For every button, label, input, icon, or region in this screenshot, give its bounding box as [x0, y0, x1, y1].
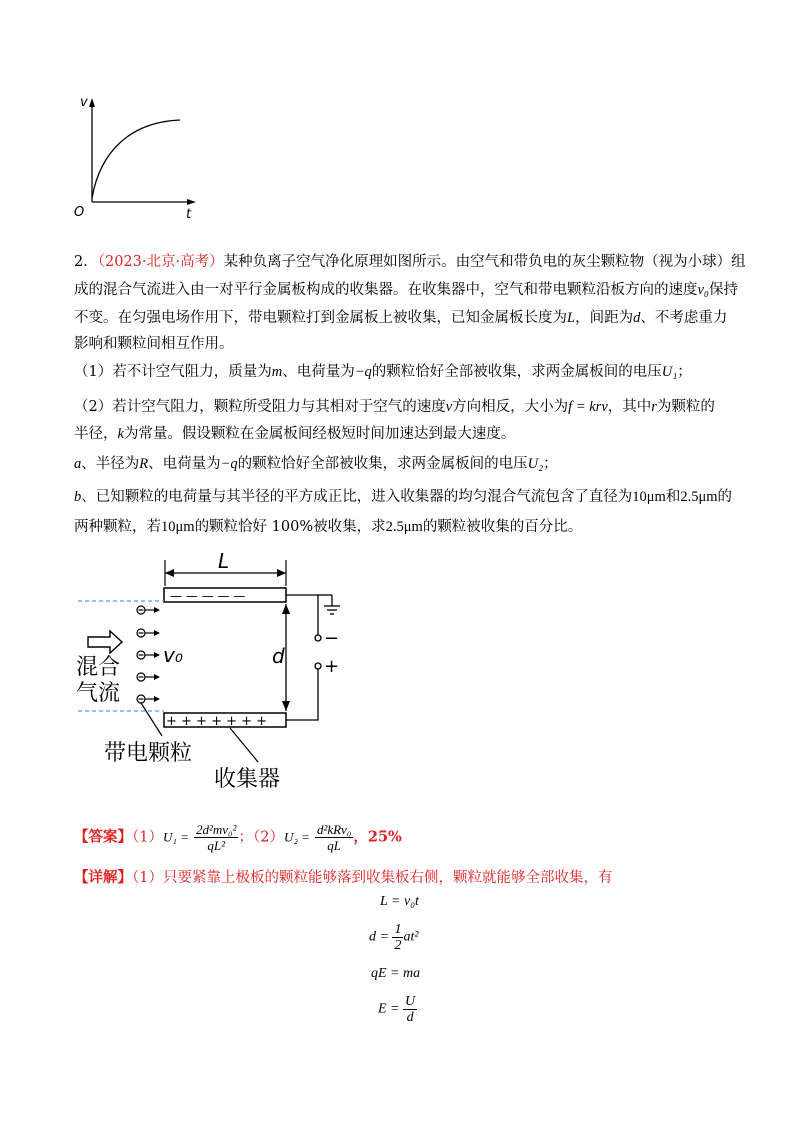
equation-4 [378, 994, 417, 1025]
value-2-5um: 2.5μm [385, 519, 423, 535]
terminal-plus [315, 663, 321, 669]
question-2b-line-1 [74, 487, 732, 507]
symbol-k: k [117, 426, 124, 442]
equation-2-denominator: 2 [394, 938, 402, 953]
answer-u1-numerator: 2d²mv₀² [195, 822, 237, 837]
problem-line-4 [74, 334, 234, 354]
equation-2-numerator: 1 [394, 922, 402, 937]
particle-leader-line [141, 703, 162, 736]
question-text: 两种颗粒，若 [74, 519, 161, 535]
equation-2-rhs: at² [403, 929, 419, 945]
problem-text: 某种负离子空气净化原理如图所示。由空气和带负电的灰尘颗粒物（视为小球）组 [223, 254, 746, 270]
gap-arrow-down [282, 701, 290, 711]
question-text: 方向相反，大小为 [452, 399, 569, 415]
question-2b-line-2 [74, 517, 582, 537]
velocity-time-graph [70, 92, 210, 222]
answer-u2-lhs: U₂ = [283, 829, 310, 845]
symbol-v0: v₀ [697, 282, 709, 298]
t-axis-arrow [187, 199, 196, 205]
formula-f: f = krv [568, 399, 608, 415]
length-label: L [218, 549, 230, 573]
collector-label: 收集器 [214, 767, 281, 792]
mixed-flow-label-2: 气流 [76, 681, 121, 706]
terminal-plus-sign: + [324, 656, 340, 677]
sub-label-a: a [74, 456, 82, 472]
question-text: 、电荷量为 [282, 364, 355, 380]
symbol-U1: U₁ [661, 364, 678, 380]
question-text: 为颗粒的 [656, 399, 715, 415]
t-axis-label: t [186, 207, 192, 222]
question-text: ； [543, 456, 558, 472]
question-text: 的颗粒恰好全部被收集，求两金属板间的电压 [237, 456, 528, 472]
problem-number: 2． [74, 254, 98, 270]
equation-2 [369, 922, 419, 953]
answer-separator: ； [238, 829, 253, 846]
problem-line-1 [74, 252, 746, 272]
terminal-minus [315, 635, 321, 641]
problem-line-3 [74, 308, 727, 328]
arrowhead [154, 630, 160, 636]
equation-4-numerator: U [405, 994, 416, 1009]
problem-text: ，间距为 [575, 310, 634, 326]
symbol-v: v [445, 399, 453, 415]
sub-label-b: b [74, 489, 82, 505]
mixed-flow-label-1: 混合 [76, 655, 121, 680]
length-arrow-right [277, 569, 286, 577]
top-plate-signs: — — — — — [170, 589, 246, 603]
explanation-line [74, 866, 612, 887]
equation-4-lhs: E = [378, 1001, 400, 1017]
question-text: 的颗粒恰好全部被收集，求两金属板间的电压 [371, 364, 662, 380]
length-arrow-left [165, 569, 174, 577]
problem-text: 保持 [708, 282, 738, 298]
origin-label: O [74, 205, 85, 220]
gap-label: d [272, 644, 285, 668]
problem-text: 、不考虑重力 [640, 310, 728, 326]
question-text: ； [677, 364, 692, 380]
charged-particle-label: 带电颗粒 [104, 741, 193, 766]
answer-percentage: ，25% [353, 828, 402, 846]
problem-source: （2023·北京·高考） [97, 254, 224, 270]
question-text: 、已知颗粒的电荷量与其半径的平方成正比，进入收集器的均匀混合气流包含了直径为 [81, 489, 633, 505]
question-text: 、半径为 [81, 456, 140, 472]
value-2-5um: 2.5μm [680, 489, 718, 505]
arrowhead [154, 674, 160, 680]
answer-u1-fraction [194, 822, 238, 853]
question-2-line-2 [74, 424, 515, 444]
question-text: （1）若不计空气阻力，质量为 [74, 364, 272, 380]
answer-u1-lhs: U₁ = [162, 829, 189, 845]
arrowhead [154, 696, 160, 702]
symbol-m: m [271, 364, 283, 380]
circuit-wire-bottom [286, 669, 318, 720]
symbol-r: r [651, 399, 657, 415]
flow-arrow [88, 631, 122, 653]
equation-4-fraction [403, 994, 417, 1025]
question-text: 的颗粒被收集的百分比。 [422, 519, 583, 535]
collector-diagram [70, 548, 370, 796]
question-2-line-1 [74, 397, 715, 417]
problem-text: 影响和颗粒间相互作用。 [74, 336, 234, 352]
answer-line [74, 822, 402, 853]
equation-2-lhs: d = [369, 929, 389, 945]
circuit-wire-top [286, 595, 318, 636]
symbol-U2: U₂ [527, 456, 544, 472]
question-text: 的颗粒恰好 100%被收集，求 [194, 519, 386, 535]
equation-4-denominator: d [406, 1010, 414, 1025]
question-text: （2）若计空气阻力，颗粒所受阻力与其相对于空气的速度 [74, 399, 446, 415]
equation-2-fraction [392, 922, 403, 953]
answer-u2-denominator: qL [327, 838, 342, 853]
value-10um: 10μm [632, 489, 666, 505]
question-text: 和 [665, 489, 681, 505]
answer-u2-numerator: d²kRv₀ [316, 822, 352, 837]
arrowhead [154, 652, 160, 658]
question-text: 的 [717, 489, 732, 505]
equation-1: L = v₀t [380, 894, 419, 909]
question-text: 、电荷量为 [148, 456, 221, 472]
arrowhead [154, 607, 160, 613]
symbol-d: d [633, 310, 641, 326]
particle-arrowheads [154, 607, 160, 702]
collector-leader-line [230, 728, 258, 762]
v-axis-label: v [80, 95, 88, 110]
velocity-label: v₀ [163, 643, 183, 667]
question-text: 半径， [74, 426, 118, 442]
symbol-R: R [139, 456, 149, 472]
answer-u2-fraction [315, 822, 353, 853]
problem-text: 不变。在匀强电场作用下，带电颗粒打到金属板上被收集，已知金属板长度为 [74, 310, 567, 326]
symbol-q: −q [220, 456, 238, 472]
symbol-L: L [567, 310, 576, 326]
answer-tag: 【答案】 [74, 828, 132, 846]
explanation-tag: 【详解】 [74, 869, 132, 886]
equation-3: qE = ma [371, 966, 421, 981]
gap-arrow-up [282, 604, 290, 614]
question-text: ，其中 [607, 399, 652, 415]
question-2a [74, 454, 558, 474]
symbol-q: −q [354, 364, 372, 380]
problem-line-2 [74, 280, 738, 300]
velocity-curve [92, 120, 180, 198]
terminal-minus-sign: − [324, 628, 340, 649]
answer-part-1: （1） [132, 829, 163, 846]
answer-part-2: （2） [252, 829, 284, 846]
value-10um: 10μm [161, 519, 195, 535]
answer-u1-denominator: qL² [207, 838, 226, 853]
v-axis-arrow [89, 98, 95, 107]
problem-text: 成的混合气流进入由一对平行金属板构成的收集器。在收集器中，空气和带电颗粒沿板方向的速度 [74, 282, 698, 298]
question-text: 为常量。假设颗粒在金属板间经极短时间加速达到最大速度。 [123, 426, 516, 442]
explanation-text: （1）只要紧靠上极板的颗粒能够落到收集板右侧，颗粒就能够全部收集，有 [132, 870, 613, 886]
question-1 [74, 362, 692, 382]
bottom-plate-signs: + + + + + + + [166, 714, 268, 729]
